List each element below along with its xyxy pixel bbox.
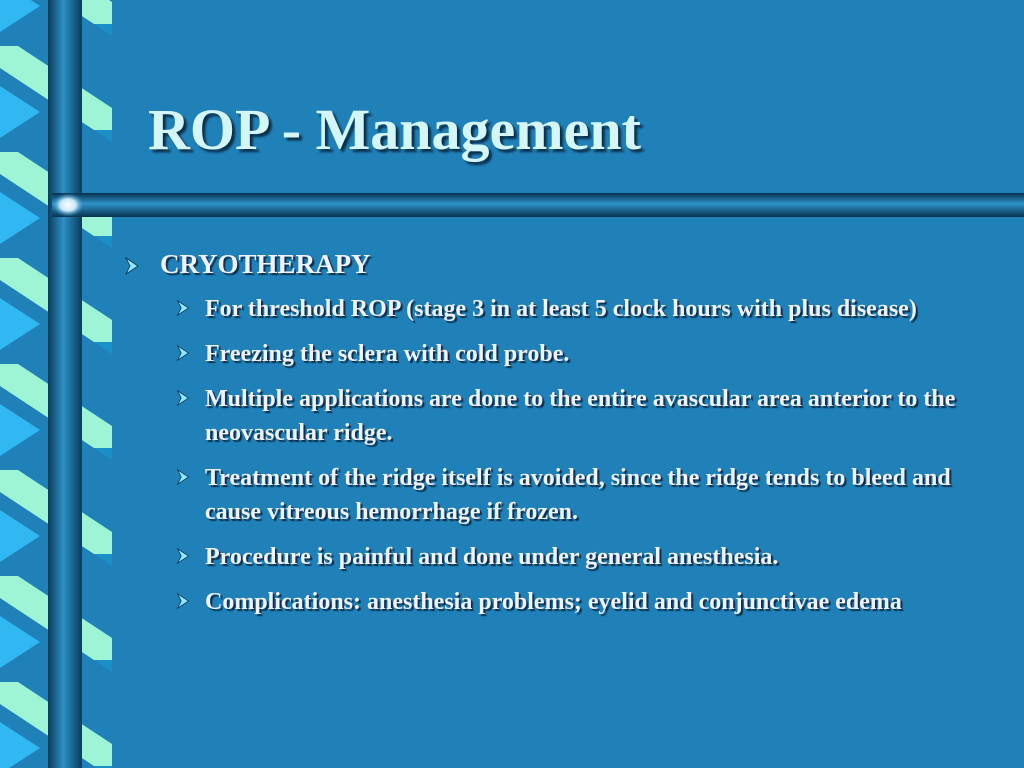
sub-bullet [174, 382, 1002, 450]
sub-bullet [174, 585, 1002, 619]
sub-bullet-text: Complications: anesthesia problems; eyelid and conjunctivae edema [205, 589, 902, 616]
sub-bullet [174, 461, 1002, 529]
arrow-bullet-icon [122, 248, 160, 276]
arrow-bullet-icon [174, 461, 205, 486]
sub-bullet-text: For threshold ROP (stage 3 in at least 5 clock hours with plus disease) [205, 296, 917, 323]
arrow-bullet-icon [174, 292, 205, 317]
sub-bullet [174, 540, 1002, 574]
main-bullet-label: CRYOTHERAPY [160, 249, 371, 279]
arrow-bullet-icon [174, 382, 205, 407]
ribbon-decoration [0, 0, 112, 768]
slide-content [122, 248, 1002, 630]
sub-bullet [174, 337, 1002, 371]
slide-title: ROP - Management [148, 97, 641, 162]
sub-bullet [174, 292, 1002, 326]
arrow-bullet-icon [174, 337, 205, 362]
arrow-bullet-icon [174, 540, 205, 565]
sub-bullet-text: Multiple applications are done to the entire avascular area anterior to the neovascular ridge. [205, 386, 956, 447]
sub-bullet-text: Treatment of the ridge itself is avoided, since the ridge tends to bleed and cause vitreous hemorrhage if frozen. [205, 465, 951, 526]
arrow-bullet-icon [174, 585, 205, 610]
sub-bullet-text: Procedure is painful and done under general anesthesia. [205, 544, 779, 571]
sub-bullet-list [174, 292, 1002, 619]
sub-bullet-text: Freezing the sclera with cold probe. [205, 341, 570, 368]
main-bullet [122, 248, 1002, 280]
divider-bar [52, 193, 1024, 217]
